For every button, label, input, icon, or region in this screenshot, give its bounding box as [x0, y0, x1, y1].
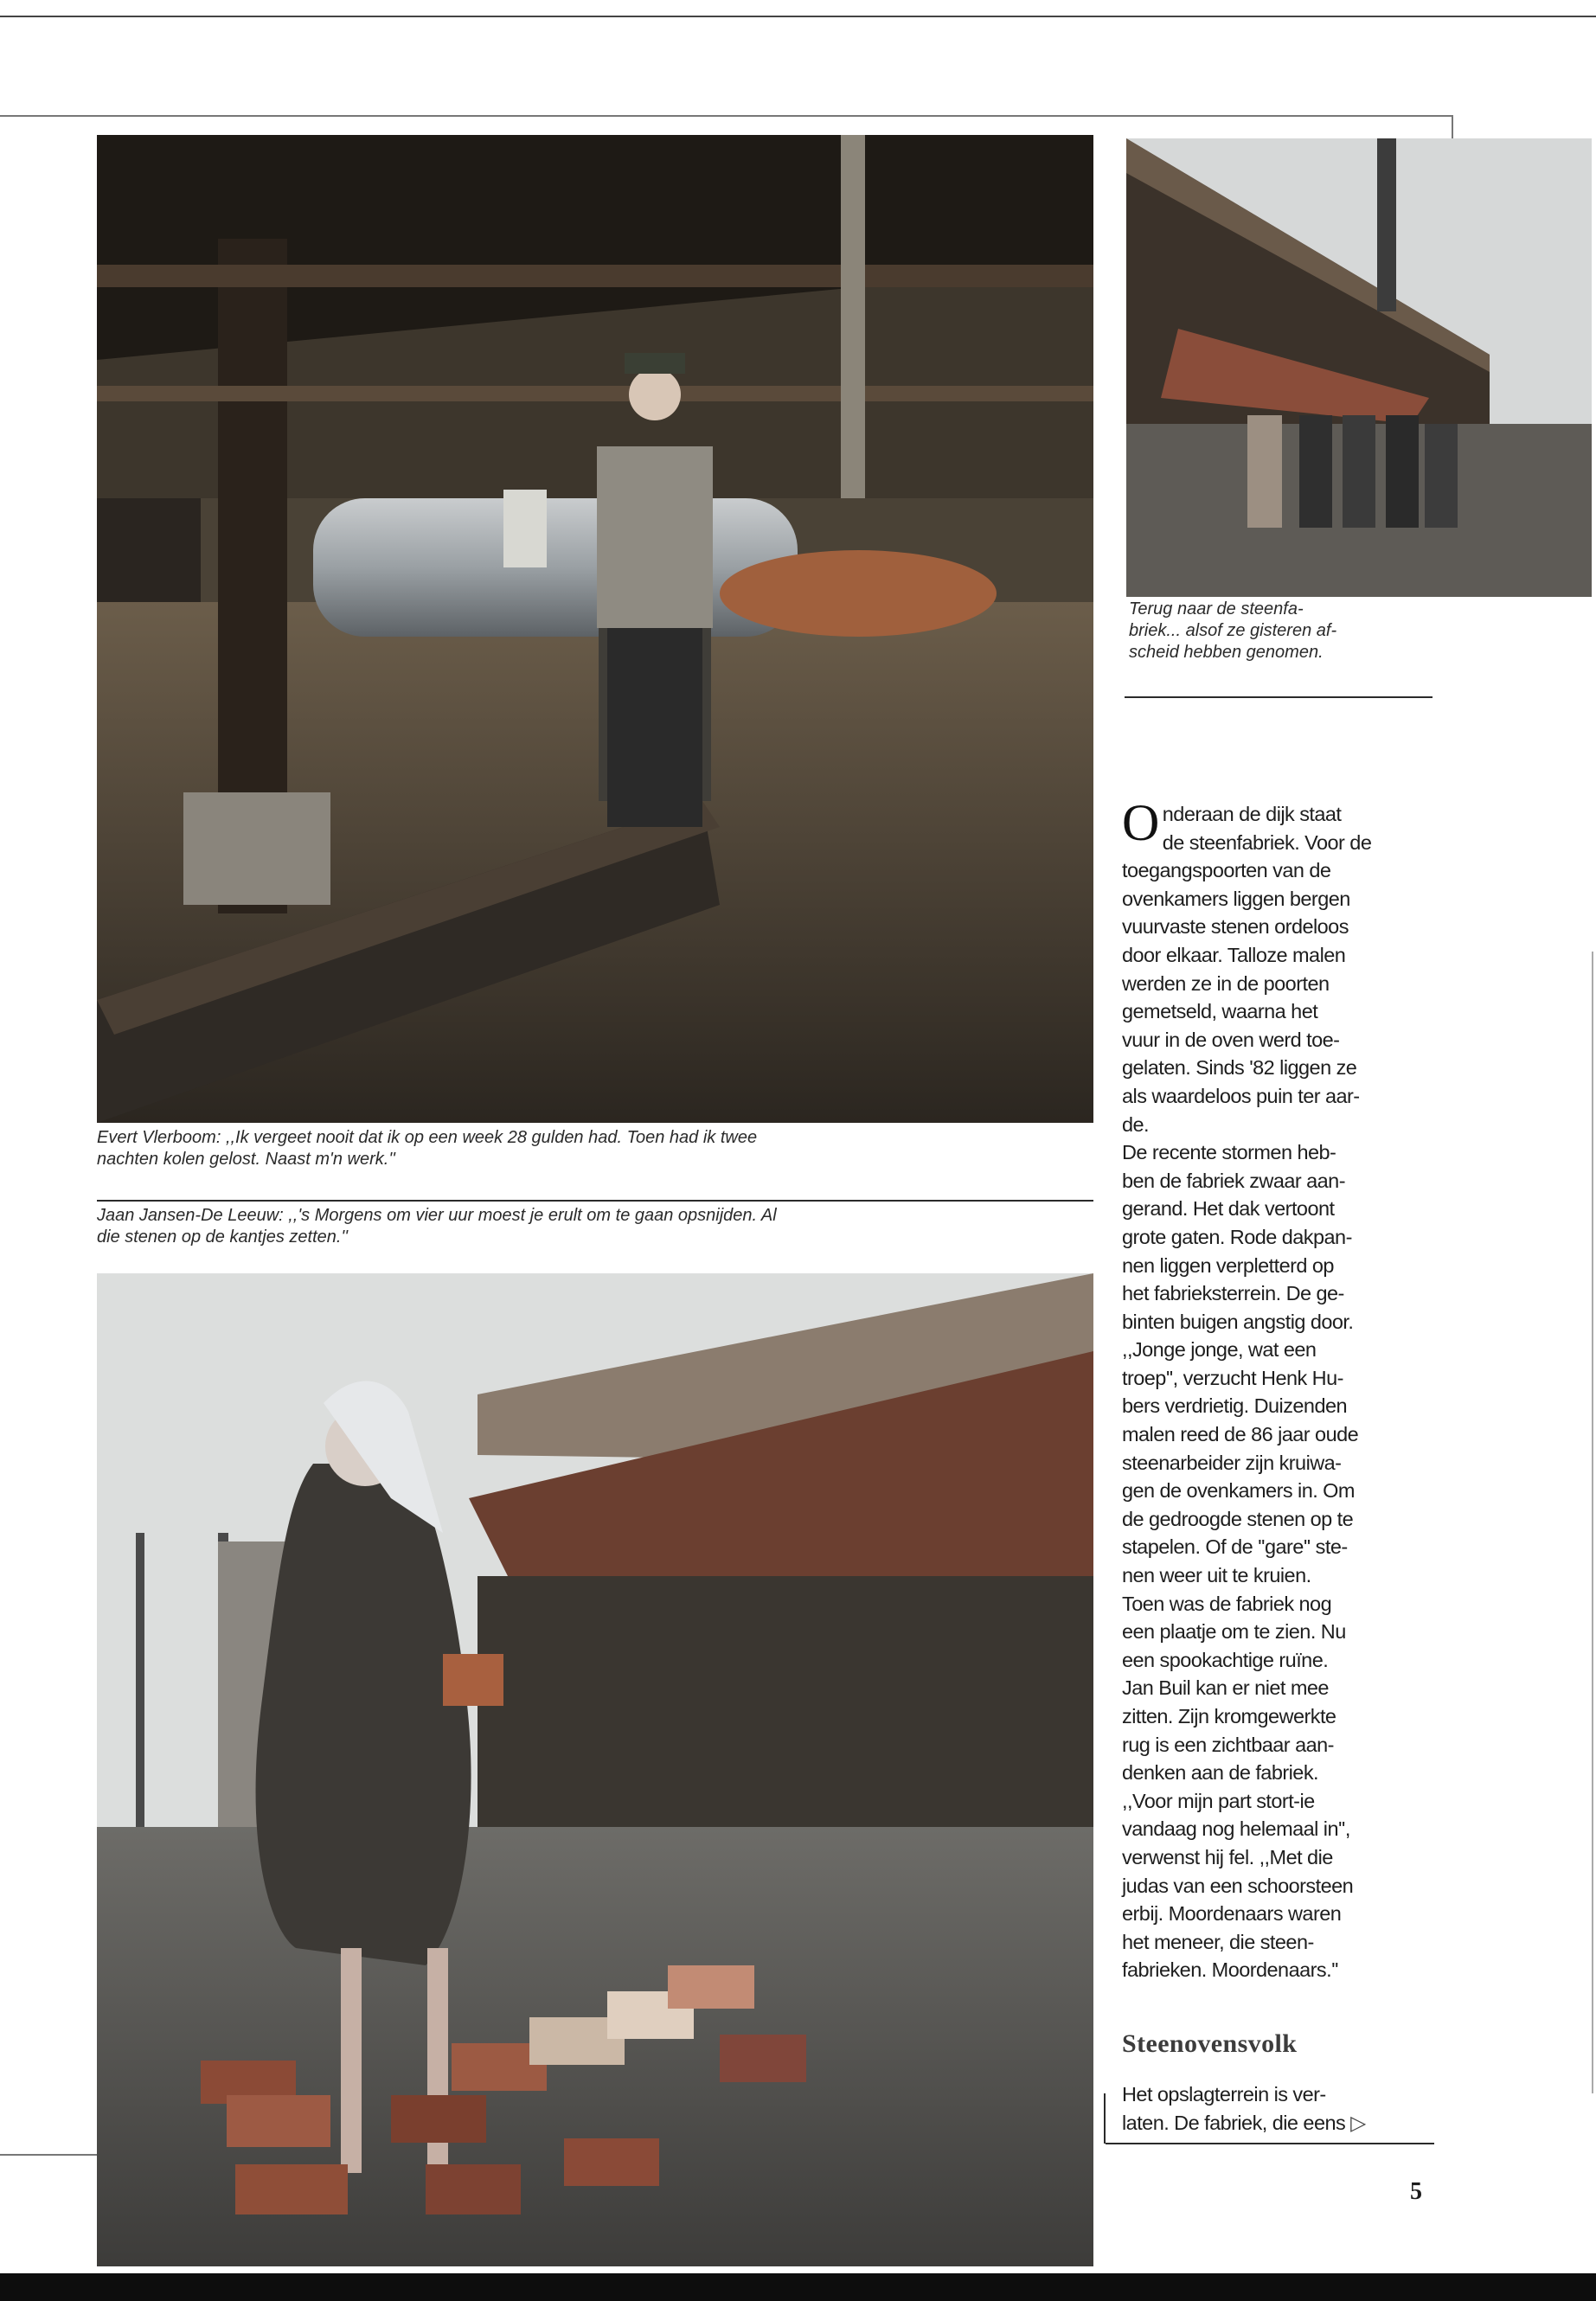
article-line: nderaan de dijk staat	[1162, 803, 1342, 825]
article-line: denken aan de fabriek.	[1122, 1761, 1318, 1785]
article-line: erbij. Moordenaars waren	[1122, 1902, 1342, 1926]
frame-left-bottom-rule	[0, 2154, 99, 2156]
article-line: een plaatje om te zien. Nu	[1122, 1620, 1346, 1644]
article-dropcap: O	[1122, 794, 1159, 851]
article-line: ,,Jonge jonge, wat een	[1122, 1338, 1317, 1362]
article-line: zitten. Zijn kromgewerkte	[1122, 1705, 1336, 1727]
article-line: door elkaar. Talloze malen	[1122, 943, 1346, 966]
article-line: rug is een zichtbaar aan-	[1122, 1733, 1334, 1756]
column-bottom-rule	[1106, 2143, 1434, 2144]
caption-jaan-jansen-de-leeuw: Jaan Jansen-De Leeuw: ,,'s Morgens om vier uur moest je erult om te gaan opsnijden. Al die stenen op de kantjes zetten.''	[97, 1206, 777, 1247]
article-line: Toen was de fabriek nog	[1122, 1592, 1332, 1615]
column-left-rule	[1104, 2093, 1106, 2144]
article-line: binten buigen angstig door.	[1122, 1310, 1354, 1333]
right-edge-rule	[1592, 952, 1593, 2093]
continue-arrow-icon: ▷	[1350, 2111, 1366, 2134]
article-line: het meneer, die steen-	[1122, 1930, 1314, 1953]
subheading-steenovensvolk: Steenovensvolk	[1122, 2029, 1298, 2058]
article-line: ,,Voor mijn part stort-ie	[1122, 1789, 1315, 1812]
article-line: gerand. Het dak vertoont	[1122, 1197, 1335, 1221]
caption-divider-middle	[97, 1200, 1093, 1202]
article-line: De recente stormen heb-	[1122, 1141, 1336, 1164]
article-line: nen liggen verpletterd op	[1122, 1253, 1334, 1277]
article-line: Jan Buil kan er niet mee	[1122, 1676, 1329, 1700]
article-tail	[1122, 2080, 1426, 2137]
article-line: steenarbeider zijn kruiwa-	[1122, 1451, 1342, 1474]
article-body	[1122, 794, 1425, 1984]
article-line: gen de ovenkamers in. Om	[1122, 1479, 1355, 1503]
article-tail-line: laten. De fabriek, die eens ▷	[1122, 2111, 1366, 2134]
article-line: het fabrieksterrein. De ge-	[1122, 1282, 1344, 1305]
caption-divider-top-right	[1125, 696, 1433, 698]
article-line: grote gaten. Rode dakpan-	[1122, 1225, 1352, 1248]
caption-terug-naar-steenfabriek: Terug naar de steenfa- briek... alsof ze gisteren af- scheid hebben genomen.	[1129, 599, 1337, 662]
top-scan-edge	[0, 16, 1596, 17]
photo-jaan-jansen-de-leeuw	[97, 1273, 1093, 2266]
article-line: de.	[1122, 1112, 1150, 1136]
article-line: bers verdrietig. Duizenden	[1122, 1394, 1348, 1418]
article-line: gemetseld, waarna het	[1122, 1000, 1318, 1023]
article-line: als waardeloos puin ter aar-	[1122, 1084, 1360, 1107]
article-line: vandaag nog helemaal in'',	[1122, 1817, 1350, 1841]
article-line: ben de fabriek zwaar aan-	[1122, 1169, 1345, 1192]
article-line: de gedroogde stenen op te	[1122, 1507, 1354, 1530]
frame-top-rule	[0, 115, 1453, 117]
article-line: verwenst hij fel. ,,Met die	[1122, 1845, 1333, 1868]
photo-evert-vlerboom	[97, 135, 1093, 1123]
article-line: stapelen. Of de ''gare'' ste-	[1122, 1535, 1348, 1559]
article-line: nen weer uit te kruien.	[1122, 1564, 1311, 1587]
article-line: ovenkamers liggen bergen	[1122, 887, 1350, 910]
article-line: malen reed de 86 jaar oude	[1122, 1423, 1359, 1446]
article-line: judas van een schoorsteen	[1122, 1874, 1354, 1897]
article-tail-line: Het opslagterrein is ver-	[1122, 2083, 1326, 2106]
caption-evert-vlerboom: Evert Vlerboom: ,,Ik vergeet nooit dat ik op een week 28 gulden had. Toen had ik twee nachten kolen gelost. Naast m'n werk.''	[97, 1128, 758, 1169]
article-line: toegangspoorten van de	[1122, 859, 1331, 882]
article-line: vuur in de oven werd toe-	[1122, 1028, 1340, 1051]
bottom-scan-band	[0, 2273, 1596, 2301]
article-line: troep'', verzucht Henk Hu-	[1122, 1366, 1343, 1389]
article-line: werden ze in de poorten	[1122, 971, 1330, 995]
article-line: vuurvaste stenen ordeloos	[1122, 915, 1349, 939]
page-number: 5	[1410, 2178, 1422, 2205]
frame-right-rule	[1452, 115, 1453, 141]
article-line: een spookachtige ruïne.	[1122, 1648, 1329, 1671]
article-line: fabrieken. Moordenaars.''	[1122, 1958, 1338, 1982]
photo-group-at-factory	[1126, 138, 1592, 597]
article-line: de steenfabriek. Voor de	[1162, 830, 1372, 854]
article-line: gelaten. Sinds '82 liggen ze	[1122, 1056, 1357, 1080]
